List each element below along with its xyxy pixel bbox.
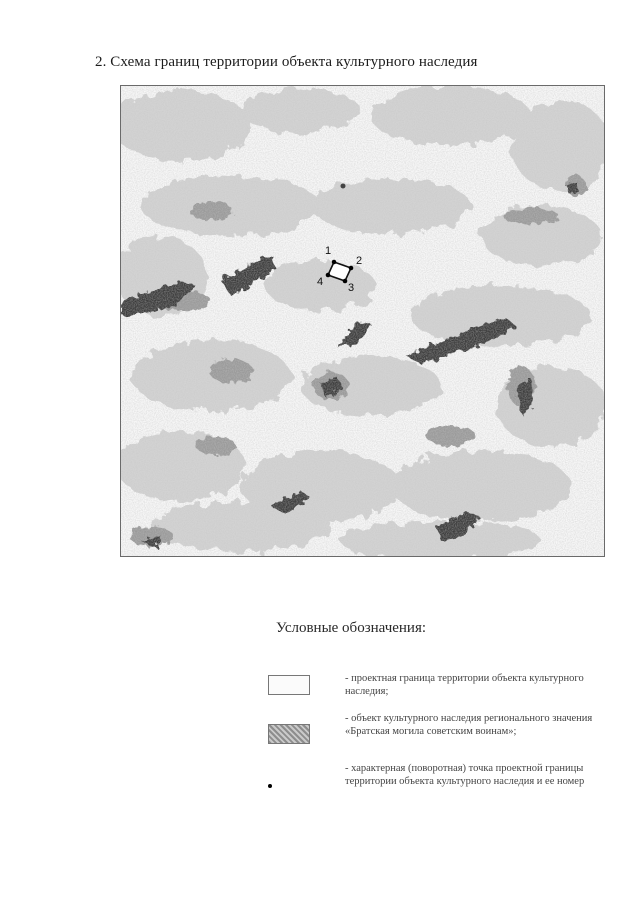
legend-text-object: - объект культурного наследия регионального значения «Братская могила советским воинам»; <box>345 713 593 737</box>
point-label-2: 2 <box>356 255 363 267</box>
point-label-1: 1 <box>325 245 332 257</box>
point-label-4: 4 <box>317 276 324 288</box>
boundary-swatch <box>268 675 310 695</box>
legend-title: Условные обозначения: <box>276 620 427 636</box>
page-title: 2. Схема границ территории объекта культурного наследия <box>95 54 478 70</box>
object-swatch <box>268 724 310 744</box>
grain-overlay <box>121 86 604 556</box>
map-canvas <box>121 86 604 556</box>
legend-text-point: - характерная (поворотная) точка проектной границы территории объекта культурного наследия и ее номер <box>345 763 585 787</box>
map-speck <box>341 184 346 189</box>
territory-map <box>120 85 605 557</box>
legend-text-boundary: - проектная граница территории объекта культурного наследия; <box>345 673 584 697</box>
boundary-point-3 <box>343 279 348 284</box>
point-dot-icon <box>268 784 272 788</box>
point-label-3: 3 <box>348 282 355 294</box>
boundary-point-4 <box>326 273 331 278</box>
boundary-point-1 <box>332 260 337 265</box>
boundary-point-2 <box>349 266 354 271</box>
